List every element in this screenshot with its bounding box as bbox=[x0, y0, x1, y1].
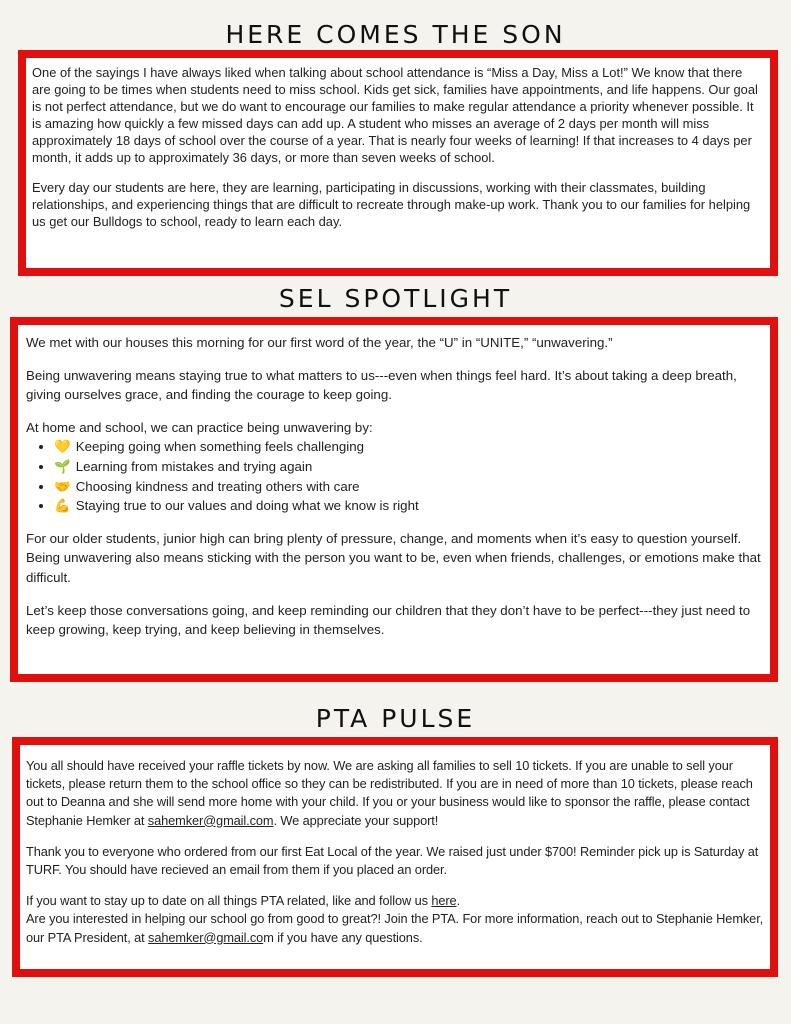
seedling-icon: 🌱 bbox=[54, 458, 71, 474]
sel-meaning: Being unwavering means staying true to what matters to us---even when things feel hard. It’s about taking a deep breath, giving ourselves grace, and finding the courage to keep going. bbox=[26, 367, 737, 403]
pta-follow-paragraph bbox=[26, 892, 764, 910]
list-item bbox=[54, 477, 762, 497]
follow-end: . bbox=[456, 893, 461, 909]
pta-eat-local-paragraph: Thank you to everyone who ordered from our first Eat Local of the year. We raised just under $700! Reminder pick up is Saturday at TURF. You should have recieved an email from them if you placed an order. bbox=[26, 843, 759, 878]
attendance-heading: HERE COMES THE SON bbox=[225, 20, 566, 49]
sel-closing: Let’s keep those conversations going, and keep reminding our children that they don’t have to be perfect---they just need to keep growing, keep trying, and keep believing in themselves. bbox=[26, 602, 751, 638]
list-item bbox=[54, 437, 762, 457]
bullet-text: Choosing kindness and treating others with care bbox=[75, 478, 360, 494]
attendance-paragraph-2: Every day our students are here, they are learning, participating in discussions, working with their classmates, building relationships, and experiencing things that are difficult to recreate through make-up work. Thank you to our families for helping us get our Bulldogs to school, ready to learn each day. bbox=[32, 180, 751, 229]
pta-heading: PTA PULSE bbox=[315, 704, 476, 733]
raffle-text: You all should have received your raffle tickets by now. We are asking all families to sell 10 tickets. If you are unable to sell your tickets, please return them to the school office so they can be redistributed. If you are in need of more than 10 tickets, please reach out to Deanna and she will send more home with your child. If you or your business would like to sponsor the raffle, please contact Stephanie Hemker at bbox=[26, 758, 753, 828]
pta-join-paragraph bbox=[26, 910, 764, 946]
yellow-heart-icon: 💛 bbox=[54, 439, 71, 455]
flexed-biceps-icon: 💪 bbox=[54, 498, 71, 514]
attendance-box bbox=[18, 50, 778, 276]
join-end: m if you have any questions. bbox=[263, 929, 423, 945]
pta-box bbox=[12, 737, 778, 977]
bullet-text: Staying true to our values and doing what we know is right bbox=[75, 498, 419, 514]
list-item bbox=[54, 496, 762, 516]
sel-older-students: For our older students, junior high can bring plenty of pressure, change, and moments when it’s easy to question yourself. Being unwavering also means sticking with the person you want to be, even when friends, challenges, or emotions make that difficult. bbox=[26, 530, 761, 585]
list-item bbox=[54, 457, 762, 477]
attendance-paragraph-1: One of the sayings I have always liked when talking about school attendance is “Miss a Day, Miss a Lot!” We know that there are going to be times when students need to miss school. Kids get sick, families have appointments, and life happens. Our goal is not perfect attendance, but we do want to encourage our families to make regular attendance a priority whenever possible. It is amazing how quickly a few missed days can add up. A student who misses an average of 2 days per month will miss approximately 18 days of school over the course of a year. That is nearly four weeks of learning! If that increases to 4 days per month, it adds up to approximately 36 days, or more than seven weeks of school. bbox=[32, 65, 758, 165]
follow-here-link[interactable]: here bbox=[431, 893, 457, 909]
pta-raffle-paragraph bbox=[26, 757, 764, 830]
sel-bullet-list bbox=[26, 437, 762, 515]
email-link[interactable]: sahemker@gmail.com bbox=[147, 812, 274, 828]
join-text: Are you interested in helping our school go from good to great?! Join the PTA. For more information, reach out to Stephanie Hemker, our PTA President, at bbox=[26, 911, 764, 945]
bullet-text: Learning from mistakes and trying again bbox=[75, 458, 313, 474]
raffle-end: . We appreciate your support! bbox=[273, 812, 439, 828]
handshake-icon: 🤝 bbox=[54, 478, 71, 494]
sel-intro: We met with our houses this morning for our first word of the year, the “U” in “UNITE,” “unwavering.” bbox=[26, 335, 613, 350]
sel-list-intro: At home and school, we can practice being unwavering by: bbox=[26, 419, 373, 435]
sel-heading: SEL SPOTLIGHT bbox=[278, 284, 513, 313]
follow-text: If you want to stay up to date on all things PTA related, like and follow us bbox=[26, 893, 432, 909]
sel-box bbox=[10, 317, 778, 682]
president-email-link[interactable]: sahemker@gmail.co bbox=[148, 929, 264, 945]
bullet-text: Keeping going when something feels challenging bbox=[75, 439, 365, 455]
